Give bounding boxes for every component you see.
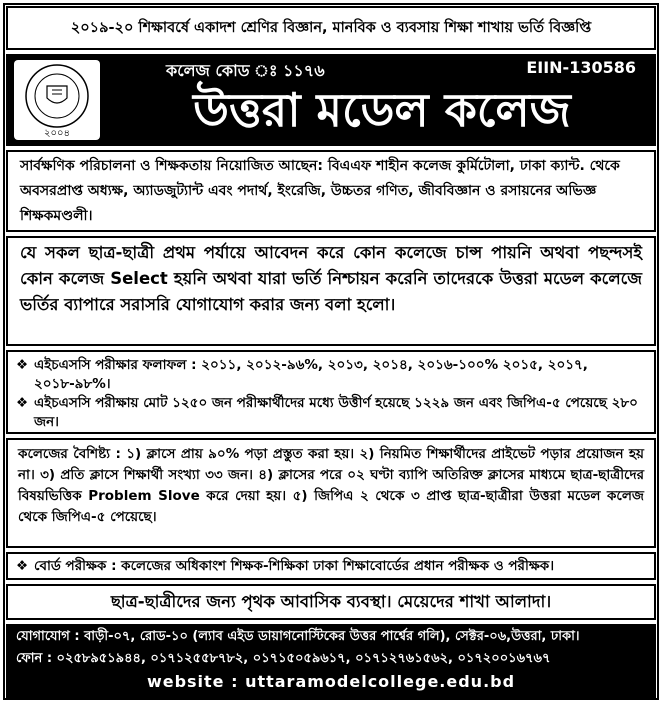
bullet-icon: ❖ bbox=[16, 558, 29, 574]
phone-numbers: ফোন : ০২৫৮৯৫১৯৪৪, ০১৭১২৫৫৮৭৮২, ০১৭১৫০৫৯৬১৭, ০১৭১২৭৬১৫৬২, ০১৭২০০১৬৭৬৭ bbox=[16, 651, 551, 666]
bullet-icon: ❖ bbox=[16, 357, 29, 373]
results-section bbox=[6, 350, 656, 434]
hostel-info: ছাত্র-ছাত্রীদের জন্য পৃথক আবাসিক ব্যবস্থা। মেয়েদের শাখা আলাদা। bbox=[6, 584, 656, 620]
admission-notice-title: ২০১৯-২০ শিক্ষাবর্ষে একাদশ শ্রেণির বিজ্ঞান, মানবিক ও ব্যবসায় শিক্ষা শাখায় ভর্তি বিজ্ঞপ্তি bbox=[6, 6, 656, 50]
address: যোগাযোগ : বাড়ী-০৭, রোড-১০ (ল্যাব এইড ডায়াগনোস্টিকের উত্তর পার্শ্বের গলি), সেক্টর-০৬,উত্তরা, ঢাকা। bbox=[16, 629, 580, 644]
result-text: এইচএসসি পরীক্ষায় মোট ১২৫০ জন পরীক্ষার্থীদের মধ্যে উত্তীর্ণ হয়েছে ১২২৯ জন এবং জিপিএ-৫ পেয়েছে ২৮০ জন। bbox=[34, 395, 638, 430]
result-item bbox=[16, 394, 646, 432]
admission-call: যে সকল ছাত্র-ছাত্রী প্রথম পর্যায়ে আবেদন করে কোন কলেজে চান্স পায়নি অথবা পছন্দসই কোন কলেজ Select হয়নি অথবা যারা ভর্তি নিশ্চায়ন করেনি তাদেরকে উত্তরা মডেল কলেজে ভর্তির ব্যাপারে সরাসরি যোগাযোগ করার জন্য বলা হলো। bbox=[6, 236, 656, 346]
college-name: উত্তরা মডেল কলেজ bbox=[193, 83, 571, 137]
college-header bbox=[6, 54, 656, 146]
contact-footer bbox=[6, 624, 656, 700]
website-link[interactable]: website : uttaramodelcollege.edu.bd bbox=[146, 672, 516, 691]
bullet-icon: ❖ bbox=[16, 395, 29, 411]
board-examiner-item bbox=[16, 554, 646, 578]
college-logo bbox=[14, 60, 100, 140]
eiin-number: EIIN-130586 bbox=[526, 58, 636, 77]
board-examiner-section bbox=[6, 552, 656, 580]
college-code: কলেজ কোড ঃ ১১৭৬ bbox=[166, 61, 325, 80]
management-info: সার্বক্ষণিক পরিচালনা ও শিক্ষকতায় নিয়োজিত আছেন: বিএএফ শাহীন কলেজ কুর্মিটোলা, ঢাকা ক্যান্ট. থেকে অবসরপ্রাপ্ত অধ্যক্ষ, অ্যাডজুট্যান্ট এবং পদার্থ, ইংরেজি, উচ্চতর গণিত, জীববিজ্ঞান ও রসায়নের অভিজ্ঞ শিক্ষকমণ্ডলী। bbox=[6, 150, 656, 232]
board-examiner-text: বোর্ড পরীক্ষক : কলেজের অধিকাংশ শিক্ষক-শিক্ষিকা ঢাকা শিক্ষাবোর্ডের প্রধান পরীক্ষক ও পরীক্ষক। bbox=[34, 558, 555, 574]
logo-year: ২০০৪ bbox=[44, 128, 70, 139]
result-item bbox=[16, 356, 646, 394]
result-text: এইচএসসি পরীক্ষার ফলাফল : ২০১১, ২০১২-৯৬%, ২০১৩, ২০১৪, ২০১৬-১০০% ২০১৫, ২০১৭, ২০১৮-৯৮%। bbox=[34, 357, 588, 392]
college-features: কলেজের বৈশিষ্ট্য : ১) ক্লাসে প্রায় ৯০% পড়া প্রস্তুত করা হয়। ২) নিয়মিত শিক্ষার্থীদের প্রাইভেট পড়ার প্রয়োজন হয় না। ৩) প্রতি ক্লাসে শিক্ষার্থী সংখ্যা ৩৩ জন। ৪) ক্লাসের পরে ০২ ঘণ্টা ব্যাপি অতিরিক্ত ক্লাসের মাধ্যমে ছাত্র-ছাত্রীদের বিষয়ভিত্তিক Problem Slove করে দেয়া হয়। ৫) জিপিএ ২ থেকে ৩ প্রাপ্ত ছাত্র-ছাত্রীরা উত্তরা মডেল কলেজ থেকে জিপিএ-৫ পেয়েছে। bbox=[6, 438, 656, 548]
